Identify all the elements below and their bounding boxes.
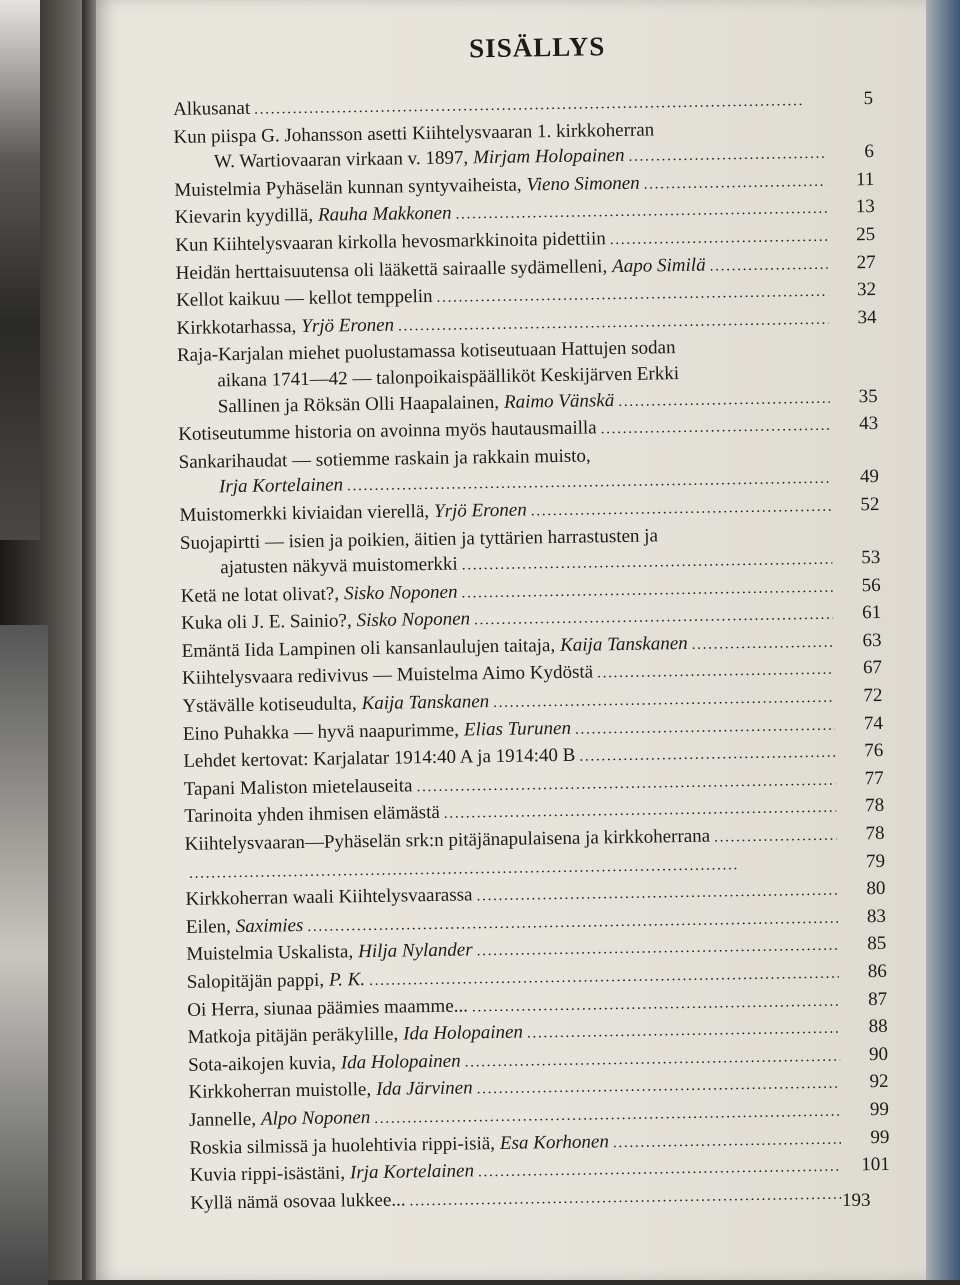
- toc-entry: [177, 332, 878, 422]
- toc-entry-page: 99: [870, 1126, 890, 1148]
- toc-entry-page: 52: [860, 493, 880, 516]
- dot-leader: [579, 739, 835, 771]
- toc-entry-page: 79: [865, 850, 886, 872]
- toc-entry-page: 76: [864, 740, 884, 762]
- dot-leader: [692, 629, 834, 659]
- toc-entry-title: Kyllä nämä osovaa lukkee...: [190, 1189, 406, 1214]
- toc-entry-author: Rauha Makkonen: [317, 203, 452, 227]
- toc-entry-title: W. Wartiovaaran virkaan v. 1897,: [213, 147, 469, 173]
- toc-entry-title: Heidän herttaisuutensa oli lääkettä sairaalle sydämelleni,: [175, 255, 608, 284]
- toc-entry-title: Kun piispa G. Johansson asetti Kiihtelysvaaran 1. kirkkoherran: [173, 119, 655, 148]
- toc-entry-page: 87: [868, 988, 888, 1010]
- dot-leader: [597, 656, 834, 687]
- table-of-contents: [172, 27, 890, 1218]
- toc-entry-author: Yrjö Eronen: [301, 314, 395, 337]
- toc-entry-title: Eino Puhakka — hyvä naapurimme,: [182, 719, 460, 745]
- toc-entry-title: Muistelmia Uskalista,: [186, 941, 354, 966]
- toc-entry-page: 35: [858, 385, 878, 407]
- toc-entry-author: Kaija Tanskanen: [361, 691, 490, 715]
- toc-entry-author: Sisko Noponen: [356, 608, 471, 632]
- toc-entry-page: 53: [861, 547, 881, 569]
- toc-entry-page: 88: [868, 1016, 888, 1038]
- photo-fragment-top: [0, 0, 40, 540]
- toc-entry-page: 63: [862, 629, 882, 652]
- toc-entry-author: Ida Holopainen: [340, 1050, 461, 1074]
- toc-entry-page: 80: [866, 878, 886, 900]
- toc-entry-author: Alpo Noponen: [260, 1106, 371, 1130]
- toc-entry-title: Lehdet kertovat: Karjalatar 1914:40 A ja 1914:40 B: [183, 745, 576, 773]
- toc-entry-title: Kuvia rippi-isästäni,: [189, 1162, 346, 1187]
- toc-entry-page: 86: [867, 960, 887, 983]
- toc-entry-title: Kirkkotarhassa,: [176, 315, 297, 339]
- toc-entry-page: 25: [856, 223, 876, 246]
- dot-leader: [643, 168, 826, 198]
- toc-entry-title: Kirkkoherran waali Kiihtelysvaarassa: [185, 884, 473, 911]
- toc-entry-page: 34: [857, 306, 877, 329]
- toc-entry-author: Raimo Vänskä: [503, 389, 615, 413]
- toc-entry-page: 99: [869, 1098, 890, 1121]
- toc-entry-author: Ida Järvinen: [375, 1077, 473, 1101]
- toc-entry-author: Irja Kortelainen: [349, 1160, 475, 1184]
- toc-entry-title: Kuka oli J. E. Sainio?,: [181, 610, 352, 635]
- toc-entry-title: Sota-aikojen kuvia,: [187, 1052, 337, 1076]
- toc-entry-title: ajatusten näkyvä muistomerkki: [220, 553, 458, 579]
- toc-entry-title: Oi Herra, siunaa päämies maamme...: [187, 995, 469, 1021]
- toc-entry-page: 72: [863, 684, 883, 707]
- toc-entry-title: Kotiseutumme historia on avoinna myös hautausmailla: [178, 417, 597, 446]
- dot-leader: [600, 412, 830, 443]
- toc-entry-title: Muistelmia Pyhäselän kunnan syntyvaiheista,: [174, 174, 522, 201]
- toc-entry-page: 78: [864, 795, 885, 817]
- toc-entry-page: 101: [861, 1154, 890, 1176]
- dot-leader: [709, 250, 827, 279]
- toc-entry-list: [173, 86, 891, 1218]
- toc-entry-title: Kievarin kyydillä,: [174, 205, 314, 229]
- toc-entry-author: Yrjö Eronen: [433, 499, 527, 522]
- toc-entry-page: 61: [861, 602, 882, 624]
- toc-entry-author: Vieno Simonen: [526, 172, 640, 196]
- toc-entry-page: 74: [863, 712, 884, 734]
- toc-entry-title: aikana 1741—42 — talonpoikaispäälliköt Keskijärven Erkki: [217, 363, 680, 392]
- toc-entry-title: Eilen,: [185, 915, 231, 938]
- toc-entry-author: Sisko Noponen: [343, 581, 458, 605]
- toc-entry-title: Salopitäjän pappi,: [186, 969, 325, 993]
- toc-entry-page: 5: [863, 87, 874, 110]
- toc-entry-page: 92: [869, 1071, 889, 1093]
- toc-entry-page: 77: [864, 767, 884, 790]
- toc-entry-page: 90: [868, 1043, 889, 1065]
- toc-entry-author: Ida Holopainen: [403, 1021, 524, 1045]
- dot-leader: [575, 711, 835, 743]
- page-title: SISÄLLYS: [468, 31, 606, 64]
- toc-entry-title: Jannelle,: [188, 1108, 257, 1131]
- toc-entry-title: Sankarihaudat — sotiemme raskain ja rakkain muisto,: [178, 445, 591, 473]
- dot-leader: [613, 1125, 842, 1156]
- toc-entry-page: 85: [867, 933, 887, 955]
- toc-entry-page: 6: [864, 141, 875, 163]
- photo-fragment-bottom: [0, 625, 48, 1285]
- toc-entry-title: Emäntä Iida Lampinen oli kansanlaulujen taitaja,: [181, 634, 556, 662]
- toc-entry-title: Tarinoita yhden ihmisen elämästä: [184, 802, 440, 828]
- toc-entry-page: 78: [865, 822, 885, 845]
- toc-entry-page: 11: [855, 168, 875, 191]
- toc-entry-title: Tapani Maliston mietelauseita: [183, 775, 413, 800]
- toc-entry-title: Ketä ne lotat olivat?,: [180, 583, 340, 607]
- toc-entry-title: Sallinen ja Röksän Olli Haapalainen,: [217, 391, 500, 417]
- toc-entry-title: Kirkkoherran muistolle,: [188, 1079, 372, 1104]
- toc-entry-author: P. K.: [328, 969, 366, 991]
- toc-entry-page: 13: [855, 196, 875, 218]
- toc-entry-author: Mirjam Holopainen: [472, 145, 625, 169]
- toc-entry-page: 27: [856, 251, 876, 273]
- dot-leader: [628, 140, 826, 171]
- dot-leader: [610, 223, 828, 254]
- toc-entry-page: 43: [858, 413, 879, 435]
- toc-entry-title: Kellot kaikuu — kellot temppelin: [175, 286, 433, 312]
- dot-leader: [714, 822, 837, 852]
- toc-entry-title: Muistomerkki kiviaidan vierellä,: [179, 500, 430, 526]
- toc-entry-author: Saximies: [235, 914, 304, 937]
- toc-entry-author: Elias Turunen: [463, 717, 572, 741]
- toc-entry-author: Hilja Nylander: [357, 939, 473, 963]
- toc-entry-page: 83: [866, 905, 887, 928]
- toc-entry-title: Kun Kiihtelysvaaran kirkolla hevosmarkkinoita pidettiin: [175, 228, 606, 256]
- toc-entry-author: Kaija Tanskanen: [559, 632, 688, 656]
- page-number: 193: [842, 1190, 871, 1211]
- toc-entry-title: Roskia silmissä ja huolehtivia rippi-isiä,: [189, 1132, 496, 1159]
- toc-entry-page: 67: [862, 657, 883, 679]
- toc-entry-author: Esa Korhonen: [499, 1130, 610, 1154]
- toc-entry-author: Aapo Similä: [612, 254, 706, 277]
- dot-leader: [618, 384, 830, 415]
- toc-entry-title: Alkusanat: [172, 97, 251, 120]
- toc-entry-title: Ystävälle kotiseudulta,: [182, 693, 357, 717]
- toc-entry-author: Irja Kortelainen: [218, 474, 344, 498]
- toc-entry-page: 49: [859, 466, 880, 488]
- toc-entry-title: Kiihtelysvaaran—Pyhäselän srk:n pitäjänapulaisena ja kirkkoherrana: [184, 825, 711, 855]
- toc-entry-title: Suojapirtti — isien ja poikien, äitien ja tyttärien harrastusten ja: [179, 524, 659, 554]
- toc-entry-title: Raja-Karjalan miehet puolustamassa kotiseutuaan Hattujen sodan: [176, 337, 676, 367]
- toc-entry-page: 32: [856, 279, 877, 301]
- toc-entry-page: 56: [861, 574, 881, 596]
- toc-entry-title: Kiihtelysvaara redivivus — Muistelma Aimo Kydöstä: [181, 661, 594, 690]
- toc-entry-title: Matkoja pitäjän peräkylille,: [187, 1023, 399, 1049]
